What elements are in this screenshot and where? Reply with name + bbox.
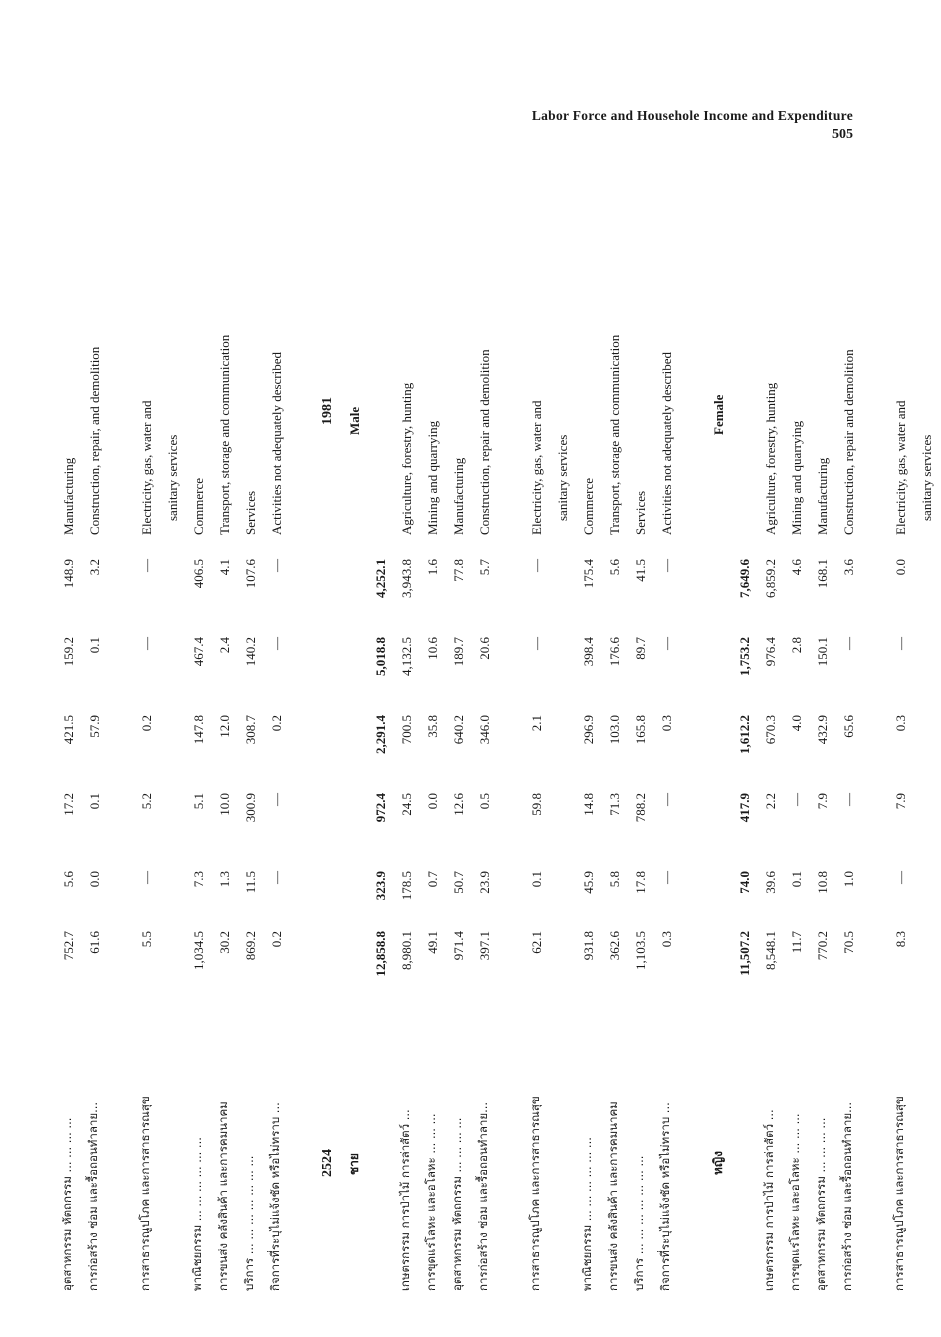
value-cell: 159.2 <box>60 637 76 667</box>
value-cell: 0.0 <box>86 871 102 888</box>
value-cell: 308.7 <box>242 715 258 745</box>
table-row-continuation <box>159 155 185 1295</box>
sex-group-female-label-en: Female <box>710 394 726 435</box>
value-cell: 61.6 <box>86 931 102 954</box>
value-cell: 65.6 <box>840 715 856 738</box>
total-value: 5,018.8 <box>372 637 388 676</box>
value-cell: 168.1 <box>814 559 830 589</box>
english-label: Electricity, gas, water and <box>892 400 908 535</box>
value-cell: 4.6 <box>788 559 804 576</box>
table-row <box>237 155 263 1295</box>
value-cell: 640.2 <box>450 715 466 745</box>
value-cell: 140.2 <box>242 637 258 667</box>
total-value: 12,858.8 <box>372 931 388 977</box>
table-row-continuation <box>549 155 575 1295</box>
thai-label: การขุดแร่โลหะ และอโลหะ ... ... ... <box>788 1113 803 1291</box>
english-label: Construction, repair, and demolition <box>86 346 102 535</box>
value-cell: 8,980.1 <box>398 931 414 970</box>
table-row <box>523 155 549 1295</box>
empty-cell <box>549 1005 575 1295</box>
empty-cell <box>549 789 575 867</box>
empty-cell <box>549 555 575 633</box>
value-cell: 7.9 <box>814 793 830 810</box>
total-row <box>731 155 757 1295</box>
value-cell: 35.8 <box>424 715 440 738</box>
labor-force-table <box>55 155 939 1295</box>
value-cell: 3.2 <box>86 559 102 576</box>
value-cell: 5.8 <box>606 871 622 888</box>
spacer-row <box>497 155 523 1295</box>
english-label: Construction, repair and demolition <box>840 349 856 535</box>
value-cell: 362.6 <box>606 931 622 961</box>
value-cell: 2.4 <box>216 637 232 654</box>
total-value: 323.9 <box>372 871 388 901</box>
empty-cell <box>315 867 341 927</box>
total-value: 417.9 <box>736 793 752 823</box>
english-label: Commerce <box>190 477 206 535</box>
value-cell: 10.6 <box>424 637 440 660</box>
value-cell: 931.8 <box>580 931 596 961</box>
value-cell: 0.3 <box>892 715 908 732</box>
thai-label: การก่อสร้าง ซ่อม และรื้อถอนทำลาย... <box>86 1101 101 1291</box>
thai-label: การก่อสร้าง ซ่อม และรื้อถอนทำลาย... <box>476 1101 491 1291</box>
value-cell: 5.1 <box>190 793 206 810</box>
empty-cell <box>159 927 185 1005</box>
value-cell: 7.3 <box>190 871 206 888</box>
empty-cell <box>159 789 185 867</box>
thai-label: การขนส่ง คลังสินค้า และการคมนาคม <box>606 1101 621 1291</box>
value-cell: 398.4 <box>580 637 596 667</box>
empty-cell <box>913 633 939 711</box>
empty-cell <box>315 555 341 633</box>
value-cell: 147.8 <box>190 715 206 745</box>
english-label: Agriculture, forestry, hunting <box>398 382 414 535</box>
english-label: Activities not adequately described <box>268 351 284 535</box>
empty-cell <box>705 867 731 927</box>
total-value: 74.0 <box>736 871 752 894</box>
value-cell: 976.4 <box>762 637 778 667</box>
value-cell: 30.2 <box>216 931 232 954</box>
value-cell: 148.9 <box>60 559 76 589</box>
total-row <box>367 155 393 1295</box>
empty-cell <box>731 1005 757 1295</box>
value-cell: 107.6 <box>242 559 258 589</box>
table-row <box>211 155 237 1295</box>
total-value: 1,753.2 <box>736 637 752 676</box>
table-row-continuation <box>913 155 939 1295</box>
empty-cell <box>705 927 731 1005</box>
empty-cell <box>341 867 367 927</box>
empty-cell <box>913 711 939 789</box>
empty-cell <box>159 1005 185 1295</box>
empty-cell <box>341 711 367 789</box>
value-cell: 300.9 <box>242 793 258 823</box>
empty-cell <box>341 633 367 711</box>
value-cell: 2.2 <box>762 793 778 810</box>
running-title: Labor Force and Househole Income and Expenditure <box>531 108 853 123</box>
empty-cell <box>913 867 939 927</box>
table-row <box>757 155 783 1295</box>
value-cell: 41.5 <box>632 559 648 582</box>
value-cell: 4,132.5 <box>398 637 414 676</box>
value-cell: 5.7 <box>476 559 492 576</box>
spacer-row <box>679 155 705 1295</box>
value-cell: — <box>892 637 908 650</box>
table-row <box>393 155 419 1295</box>
value-cell: 1.6 <box>424 559 440 576</box>
value-cell: — <box>268 871 284 884</box>
value-cell: 1.3 <box>216 871 232 888</box>
value-cell: 7.9 <box>892 793 908 810</box>
empty-cell <box>341 927 367 1005</box>
thai-label: พาณิชยกรรม ... ... ... ... ... ... <box>190 1137 205 1291</box>
table-row <box>601 155 627 1295</box>
value-cell: — <box>138 637 154 650</box>
thai-label: กิจการที่ระบุไม่แจ้งชัด หรือไม่ทราบ ... <box>658 1102 673 1291</box>
value-cell: 45.9 <box>580 871 596 894</box>
thai-label: พาณิชยกรรม ... ... ... ... ... ... <box>580 1137 595 1291</box>
spacer-cell <box>289 155 315 1295</box>
value-cell: — <box>268 637 284 650</box>
value-cell: 752.7 <box>60 931 76 961</box>
value-cell: 5.5 <box>138 931 154 948</box>
table-row <box>887 155 913 1295</box>
thai-label: กิจการที่ระบุไม่แจ้งชัด หรือไม่ทราบ ... <box>268 1102 283 1291</box>
value-cell: 971.4 <box>450 931 466 961</box>
spacer-cell <box>497 155 523 1295</box>
empty-cell <box>913 1005 939 1295</box>
table-row <box>471 155 497 1295</box>
thai-label: การขนส่ง คลังสินค้า และการคมนาคม <box>216 1101 231 1291</box>
value-cell: 1,103.5 <box>632 931 648 970</box>
thai-label: อุตสาหกรรม หัตถกรรม ... ... ... ... <box>450 1117 465 1291</box>
empty-cell <box>705 711 731 789</box>
value-cell: 89.7 <box>632 637 648 660</box>
empty-cell <box>315 789 341 867</box>
value-cell: 11.7 <box>788 931 804 954</box>
thai-label: อุตสาหกรรม หัตถกรรม ... ... ... ... <box>814 1117 829 1291</box>
value-cell: 0.2 <box>138 715 154 732</box>
value-cell: 5.2 <box>138 793 154 810</box>
english-label: Agriculture, forestry, hunting <box>762 382 778 535</box>
value-cell: 788.2 <box>632 793 648 823</box>
value-cell: 1.0 <box>840 871 856 888</box>
value-cell: 346.0 <box>476 715 492 745</box>
value-cell: 6,859.2 <box>762 559 778 598</box>
value-cell: 178.5 <box>398 871 414 901</box>
value-cell: 71.3 <box>606 793 622 816</box>
value-cell: 3.6 <box>840 559 856 576</box>
value-cell: 189.7 <box>450 637 466 667</box>
thai-label: เกษตรกรรม การป่าไม้ การล่าสัตว์ ... <box>398 1109 413 1291</box>
value-cell: 0.2 <box>268 715 284 732</box>
empty-cell <box>549 927 575 1005</box>
thai-label: การก่อสร้าง ซ่อม และรื้อถอนทำลาย... <box>840 1101 855 1291</box>
table-row <box>627 155 653 1295</box>
english-label-continuation: sanitary services <box>918 434 934 521</box>
table-row <box>133 155 159 1295</box>
table-row <box>419 155 445 1295</box>
value-cell: 17.2 <box>60 793 76 816</box>
value-cell: 1,034.5 <box>190 931 206 970</box>
value-cell: 17.8 <box>632 871 648 894</box>
spacer-row <box>107 155 133 1295</box>
sex-group-female-label-th: หญิง <box>711 1151 725 1175</box>
spacer-cell <box>107 155 133 1295</box>
value-cell: 3,943.8 <box>398 559 414 598</box>
empty-cell <box>159 711 185 789</box>
value-cell: — <box>840 637 856 650</box>
value-cell: 103.0 <box>606 715 622 745</box>
value-cell: 57.9 <box>86 715 102 738</box>
value-cell: 176.6 <box>606 637 622 667</box>
value-cell: 0.3 <box>658 715 674 732</box>
value-cell: 62.1 <box>528 931 544 954</box>
empty-cell <box>705 633 731 711</box>
value-cell: 2.1 <box>528 715 544 732</box>
value-cell: 8.3 <box>892 931 908 948</box>
value-cell: — <box>138 871 154 884</box>
english-label: Activities not adequately described <box>658 351 674 535</box>
empty-cell <box>341 555 367 633</box>
value-cell: — <box>658 871 674 884</box>
empty-cell <box>549 711 575 789</box>
empty-cell <box>705 555 731 633</box>
total-value: 4,252.1 <box>372 559 388 598</box>
english-label: Electricity, gas, water and <box>528 400 544 535</box>
table-row <box>653 155 679 1295</box>
value-cell: 0.3 <box>658 931 674 948</box>
english-label: Construction, repair and demolition <box>476 349 492 535</box>
value-cell: 0.2 <box>268 931 284 948</box>
empty-cell <box>549 633 575 711</box>
value-cell: 150.1 <box>814 637 830 667</box>
english-label: Transport, storage and communication <box>606 334 622 535</box>
sex-group-male-label-th: ชาย <box>347 1153 361 1175</box>
rotated-table-container <box>55 155 934 1295</box>
empty-cell <box>913 555 939 633</box>
thai-label: บริการ ... ... ... ... ... ... ... <box>242 1155 257 1291</box>
value-cell: 0.7 <box>424 871 440 888</box>
english-label-continuation: sanitary services <box>554 434 570 521</box>
sex-group-female-row <box>705 155 731 1295</box>
thai-label: การขุดแร่โลหะ และอโลหะ ... ... ... <box>424 1113 439 1291</box>
english-label: Manufacturing <box>60 457 76 535</box>
value-cell: 4.0 <box>788 715 804 732</box>
thai-label: การสาธารณูปโภค และการสาธารณสุข <box>892 1096 907 1291</box>
thai-label: เกษตรกรรม การป่าไม้ การล่าสัตว์ ... <box>762 1109 777 1291</box>
year-label-en: 1981 <box>320 397 335 425</box>
thai-label: การสาธารณูปโภค และการสาธารณสุข <box>528 1096 543 1291</box>
spacer-cell <box>679 155 705 1295</box>
total-value: 7,649.6 <box>736 559 752 598</box>
value-cell: — <box>528 559 544 572</box>
total-value: 972.4 <box>372 793 388 823</box>
value-cell: 0.1 <box>528 871 544 888</box>
year-label-th: 2524 <box>320 1149 335 1177</box>
value-cell: 467.4 <box>190 637 206 667</box>
table-row <box>263 155 289 1295</box>
empty-cell <box>159 555 185 633</box>
english-label: Services <box>632 490 648 535</box>
spacer-row <box>289 155 315 1295</box>
english-label: Commerce <box>580 477 596 535</box>
value-cell: 20.6 <box>476 637 492 660</box>
value-cell: 432.9 <box>814 715 830 745</box>
english-label: Mining and quarrying <box>424 420 440 535</box>
value-cell: — <box>892 871 908 884</box>
value-cell: 5.6 <box>606 559 622 576</box>
value-cell: — <box>268 559 284 572</box>
value-cell: — <box>138 559 154 572</box>
spacer-cell <box>861 155 887 1295</box>
value-cell: — <box>840 793 856 806</box>
value-cell: 670.3 <box>762 715 778 745</box>
table-row <box>81 155 107 1295</box>
empty-cell <box>549 867 575 927</box>
table-row <box>835 155 861 1295</box>
table-row <box>55 155 81 1295</box>
empty-cell <box>159 867 185 927</box>
value-cell: 23.9 <box>476 871 492 894</box>
page-number: 505 <box>832 127 853 142</box>
empty-cell <box>705 789 731 867</box>
value-cell: 0.0 <box>892 559 908 576</box>
value-cell: 70.5 <box>840 931 856 954</box>
value-cell: — <box>658 637 674 650</box>
table-row <box>445 155 471 1295</box>
empty-cell <box>731 155 757 555</box>
empty-cell <box>315 633 341 711</box>
total-value: 1,612.2 <box>736 715 752 754</box>
value-cell: — <box>788 793 804 806</box>
english-label: Mining and quarrying <box>788 420 804 535</box>
value-cell: 0.1 <box>86 793 102 810</box>
table-body <box>55 155 939 1295</box>
value-cell: 12.0 <box>216 715 232 738</box>
value-cell: 175.4 <box>580 559 596 589</box>
spacer-row <box>861 155 887 1295</box>
empty-cell <box>159 633 185 711</box>
table-row <box>809 155 835 1295</box>
empty-cell <box>315 927 341 1005</box>
english-label-continuation: sanitary services <box>164 434 180 521</box>
value-cell: 700.5 <box>398 715 414 745</box>
value-cell: 77.8 <box>450 559 466 582</box>
value-cell: 10.8 <box>814 871 830 894</box>
value-cell: — <box>268 793 284 806</box>
value-cell: 39.6 <box>762 871 778 894</box>
empty-cell <box>315 711 341 789</box>
year-row <box>315 155 341 1295</box>
value-cell: 8,548.1 <box>762 931 778 970</box>
value-cell: 0.5 <box>476 793 492 810</box>
value-cell: — <box>658 793 674 806</box>
value-cell: 0.0 <box>424 793 440 810</box>
value-cell: 406.5 <box>190 559 206 589</box>
empty-cell <box>367 155 393 555</box>
value-cell: 50.7 <box>450 871 466 894</box>
value-cell: 869.2 <box>242 931 258 961</box>
thai-label: บริการ ... ... ... ... ... ... ... <box>632 1155 647 1291</box>
thai-label: อุตสาหกรรม หัตถกรรม ... ... ... ... <box>60 1117 75 1291</box>
english-label: Services <box>242 490 258 535</box>
empty-cell <box>913 927 939 1005</box>
value-cell: 24.5 <box>398 793 414 816</box>
value-cell: 12.6 <box>450 793 466 816</box>
value-cell: 10.0 <box>216 793 232 816</box>
english-label: Electricity, gas, water and <box>138 400 154 535</box>
total-value: 11,507.2 <box>736 931 752 976</box>
value-cell: 770.2 <box>814 931 830 961</box>
value-cell: 0.1 <box>788 871 804 888</box>
value-cell: 165.8 <box>632 715 648 745</box>
value-cell: 421.5 <box>60 715 76 745</box>
empty-cell <box>367 1005 393 1295</box>
value-cell: 0.1 <box>86 637 102 654</box>
value-cell: 397.1 <box>476 931 492 961</box>
page-header <box>532 108 853 143</box>
table-row <box>575 155 601 1295</box>
value-cell: 14.8 <box>580 793 596 816</box>
value-cell: 4.1 <box>216 559 232 576</box>
table-row <box>185 155 211 1295</box>
empty-cell <box>913 789 939 867</box>
empty-cell <box>341 789 367 867</box>
value-cell: 49.1 <box>424 931 440 954</box>
table-row <box>783 155 809 1295</box>
value-cell: 11.5 <box>242 871 258 894</box>
total-value: 2,291.4 <box>372 715 388 754</box>
sex-group-male-label-en: Male <box>346 406 362 435</box>
value-cell: 296.9 <box>580 715 596 745</box>
english-label: Manufacturing <box>814 457 830 535</box>
value-cell: — <box>528 637 544 650</box>
value-cell: 59.8 <box>528 793 544 816</box>
english-label: Manufacturing <box>450 457 466 535</box>
value-cell: 5.6 <box>60 871 76 888</box>
value-cell: 2.8 <box>788 637 804 654</box>
english-label: Transport, storage and communication <box>216 334 232 535</box>
sex-group-male-row <box>341 155 367 1295</box>
thai-label: การสาธารณูปโภค และการสาธารณสุข <box>138 1096 153 1291</box>
value-cell: — <box>658 559 674 572</box>
